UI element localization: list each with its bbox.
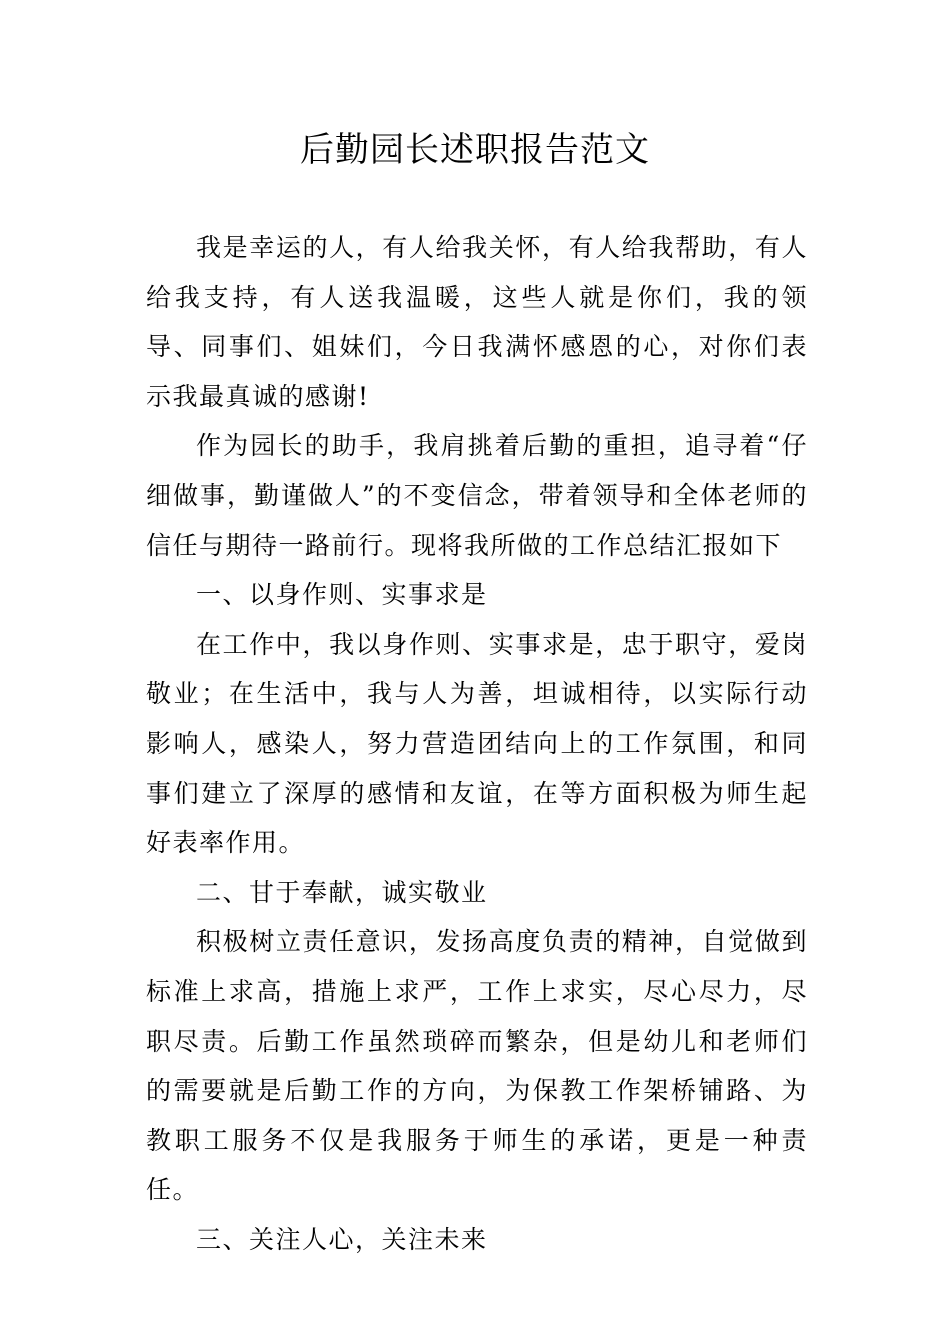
section-heading-3: 三、关注人心，关注未来 [196,1224,488,1254]
paragraph-intro: 我是幸运的人，有人给我关怀，有人给我帮助，有人给我支持，有人送我温暖，这些人就是你们，我的领导、同事们、姐妹们，今日我满怀感恩的心，对你们表示我最真诚的感谢! [146,233,808,411]
paragraph-section-1: 在工作中，我以身作则、实事求是，忠于职守，爱岗敬业；在生活中，我与人为善，坦诚相待，以实际行动影响人，感染人，努力营造团结向上的工作氛围，和同事们建立了深厚的感情和友谊，在等方面积极为师生起好表率作用。 [146,629,808,858]
section-heading-2: 二、甘于奉献，诚实敬业 [196,877,488,907]
section-heading-1: 一、以身作则、实事求是 [196,580,488,610]
paragraph-section-2: 积极树立责任意识，发扬高度负责的精神，自觉做到标准上求高，措施上求严，工作上求实，尽心尽力，尽职尽责。后勤工作虽然琐碎而繁杂，但是幼儿和老师们的需要就是后勤工作的方向，为保教工作架桥铺路、为教职工服务不仅是我服务于师生的承诺，更是一种责任。 [146,927,808,1205]
paragraph-role: 作为园长的助手，我肩挑着后勤的重担，追寻着“仔细做事，勤谨做人”的不变信念，带着领导和全体老师的信任与期待一路前行。现将我所做的工作总结汇报如下 [146,431,808,560]
document-title: 后勤园长述职报告范文 [300,130,650,170]
document-body [146,223,808,1264]
